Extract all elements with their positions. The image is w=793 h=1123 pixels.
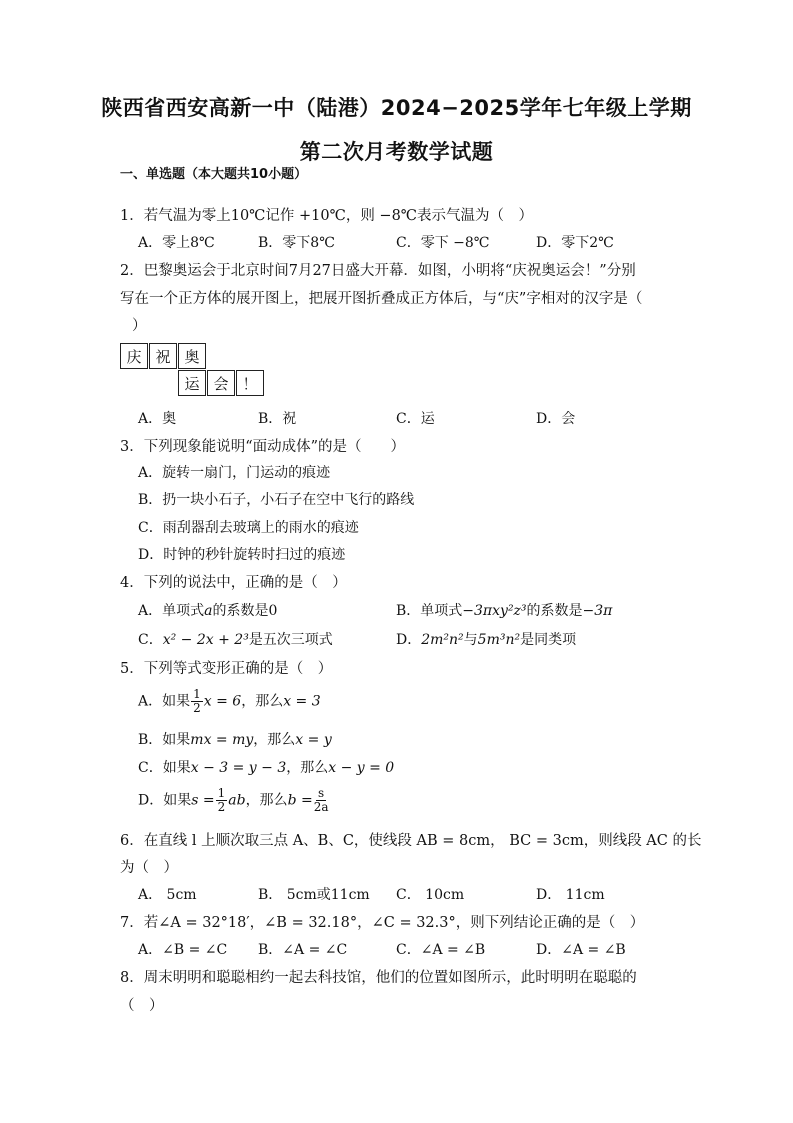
q2-stem-line-3: ） bbox=[132, 318, 147, 334]
q6-option-b: B． 5cm或11cm bbox=[258, 887, 370, 903]
q5-c-text: C．如果 bbox=[138, 760, 191, 776]
q2-option-c: C．运 bbox=[396, 411, 435, 427]
q3-stem: 3．下列现象能说明“面动成体”的是（ ） bbox=[120, 439, 406, 455]
section-heading: 一、单选题（本大题共10小题） bbox=[120, 167, 308, 182]
q5-a-math: x = 6 bbox=[203, 693, 242, 710]
fraction-denominator: 2 bbox=[217, 800, 226, 814]
q4-d-text-2: 与 bbox=[463, 632, 478, 648]
q2-option-a: A．奥 bbox=[138, 411, 177, 427]
cube-net-cell: ！ bbox=[236, 370, 264, 396]
q5-c-math-2: x − y = 0 bbox=[328, 760, 395, 776]
q4-option-b bbox=[396, 600, 612, 620]
q3-option-a: A．旋转一扇门，门运动的痕迹 bbox=[138, 465, 331, 481]
q4-option-c bbox=[138, 629, 333, 649]
q5-b-text-2: ，那么 bbox=[253, 732, 296, 748]
q1-stem: 1．若气温为零上10℃记作 +10℃，则 −8℃表示气温为（ ） bbox=[120, 208, 534, 224]
q7-option-b: B．∠A = ∠C bbox=[258, 942, 348, 958]
q4-b-text: B．单项式 bbox=[396, 603, 463, 619]
q4-b-math-2: −3π bbox=[582, 603, 613, 619]
q6-option-c: C． 10cm bbox=[396, 887, 465, 903]
cube-net-cell: 奥 bbox=[178, 343, 206, 369]
fraction-numerator: 1 bbox=[193, 687, 201, 701]
q7-option-c: C．∠A = ∠B bbox=[396, 942, 486, 958]
q6-option-a: A． 5cm bbox=[138, 887, 197, 903]
q4-c-text-2: 是五次三项式 bbox=[248, 632, 333, 648]
q4-d-text-3: 是同类项 bbox=[520, 632, 577, 648]
q5-d-fraction-2 bbox=[314, 787, 329, 814]
cube-net-figure bbox=[120, 343, 265, 399]
q4-a-text-2: 的系数是0 bbox=[212, 603, 278, 619]
cube-net-cell: 祝 bbox=[149, 343, 177, 369]
q5-option-c bbox=[138, 757, 394, 777]
q6-option-d: D． 11cm bbox=[536, 887, 605, 903]
q3-option-d: D．时钟的秒针旋转时扫过的痕迹 bbox=[138, 547, 346, 563]
q5-d-fraction bbox=[216, 787, 228, 814]
q4-d-text: D． bbox=[396, 632, 422, 648]
q4-d-math-2: 5m³n² bbox=[477, 632, 521, 648]
q7-stem: 7．若∠A = 32°18′，∠B = 32.18°，∠C = 32.3°，则下列结论正确的是（ ） bbox=[120, 915, 645, 931]
q5-a-math-2: x = 3 bbox=[283, 693, 321, 710]
q4-c-math: x² − 2x + 2³ bbox=[162, 632, 249, 648]
q5-stem: 5．下列等式变形正确的是（ ） bbox=[120, 661, 333, 677]
fraction-numerator: 1 bbox=[217, 786, 226, 800]
q5-d-text: D．如果 bbox=[138, 792, 192, 809]
page-title-line-2: 第二次月考数学试题 bbox=[299, 140, 494, 164]
q6-stem-line-1: 6．在直线 l 上顺次取三点 A、B、C，使线段 AB = 8cm， BC = 3cm，则线段 AC 的长 bbox=[120, 833, 702, 849]
q7-option-a: A．∠B = ∠C bbox=[138, 942, 228, 958]
q1-option-c: C．零下 −8℃ bbox=[396, 235, 490, 251]
q2-stem-line-1: 2．巴黎奥运会于北京时间7月27日盛大开幕．如图，小明将“庆祝奥运会！”分别 bbox=[120, 263, 636, 279]
q8-stem-line-1: 8．周末明明和聪聪相约一起去科技馆，他们的位置如图所示，此时明明在聪聪的 bbox=[120, 970, 637, 986]
q2-stem-line-2: 写在一个正方体的展开图上，把展开图折叠成正方体后，与“庆”字相对的汉字是（ bbox=[120, 291, 643, 307]
q5-a-text: A．如果 bbox=[138, 693, 191, 710]
q4-option-d bbox=[396, 629, 576, 649]
q5-b-math: mx = my bbox=[190, 732, 254, 748]
q5-b-text: B．如果 bbox=[138, 732, 191, 748]
cube-net-cell: 会 bbox=[207, 370, 235, 396]
q5-option-a bbox=[138, 688, 321, 715]
q4-a-text: A．单项式 bbox=[138, 603, 205, 619]
q5-option-d bbox=[138, 787, 330, 814]
q7-option-d: D．∠A = ∠B bbox=[536, 942, 626, 958]
q4-a-math: a bbox=[204, 603, 213, 619]
q1-option-b: B．零下8℃ bbox=[258, 235, 335, 251]
q4-option-a bbox=[138, 600, 277, 620]
fraction-numerator: s bbox=[318, 786, 325, 800]
q3-option-b: B．扔一块小石子，小石子在空中飞行的路线 bbox=[138, 492, 415, 508]
q4-d-math: 2m²n² bbox=[421, 632, 464, 648]
page-title-line-1: 陕西省西安高新一中（陆港）2024−2025学年七年级上学期 bbox=[101, 96, 692, 120]
q8-stem-line-2: （ ） bbox=[120, 998, 164, 1014]
q4-c-text: C． bbox=[138, 632, 163, 648]
q5-d-math-2: ab bbox=[228, 792, 246, 809]
q2-option-b: B．祝 bbox=[258, 411, 297, 427]
fraction-denominator: 2a bbox=[313, 800, 329, 814]
q5-option-b bbox=[138, 729, 332, 749]
q5-d-text-2: ，那么 bbox=[245, 792, 288, 809]
q5-d-math: s = bbox=[191, 792, 215, 809]
q4-b-math: −3πxy²z³ bbox=[462, 603, 527, 619]
q1-option-a: A．零上8℃ bbox=[138, 235, 215, 251]
q5-a-text-2: ，那么 bbox=[241, 693, 284, 710]
q5-b-math-2: x = y bbox=[295, 732, 332, 748]
cube-net-cell: 庆 bbox=[120, 343, 148, 369]
q3-option-c: C．雨刮器刮去玻璃上的雨水的痕迹 bbox=[138, 520, 359, 536]
q5-d-math-3: b = bbox=[287, 792, 313, 809]
q5-c-math: x − 3 = y − 3 bbox=[190, 760, 287, 776]
q1-option-d: D．零下2℃ bbox=[536, 235, 614, 251]
q2-option-d: D．会 bbox=[536, 411, 576, 427]
q5-a-fraction bbox=[191, 688, 203, 715]
fraction-denominator: 2 bbox=[193, 701, 201, 715]
q4-stem: 4．下列的说法中，正确的是（ ） bbox=[120, 575, 347, 591]
q6-stem-line-2: 为（ ） bbox=[120, 860, 178, 876]
q5-c-text-2: ，那么 bbox=[286, 760, 329, 776]
q4-b-text-2: 的系数是 bbox=[526, 603, 583, 619]
cube-net-cell: 运 bbox=[178, 370, 206, 396]
